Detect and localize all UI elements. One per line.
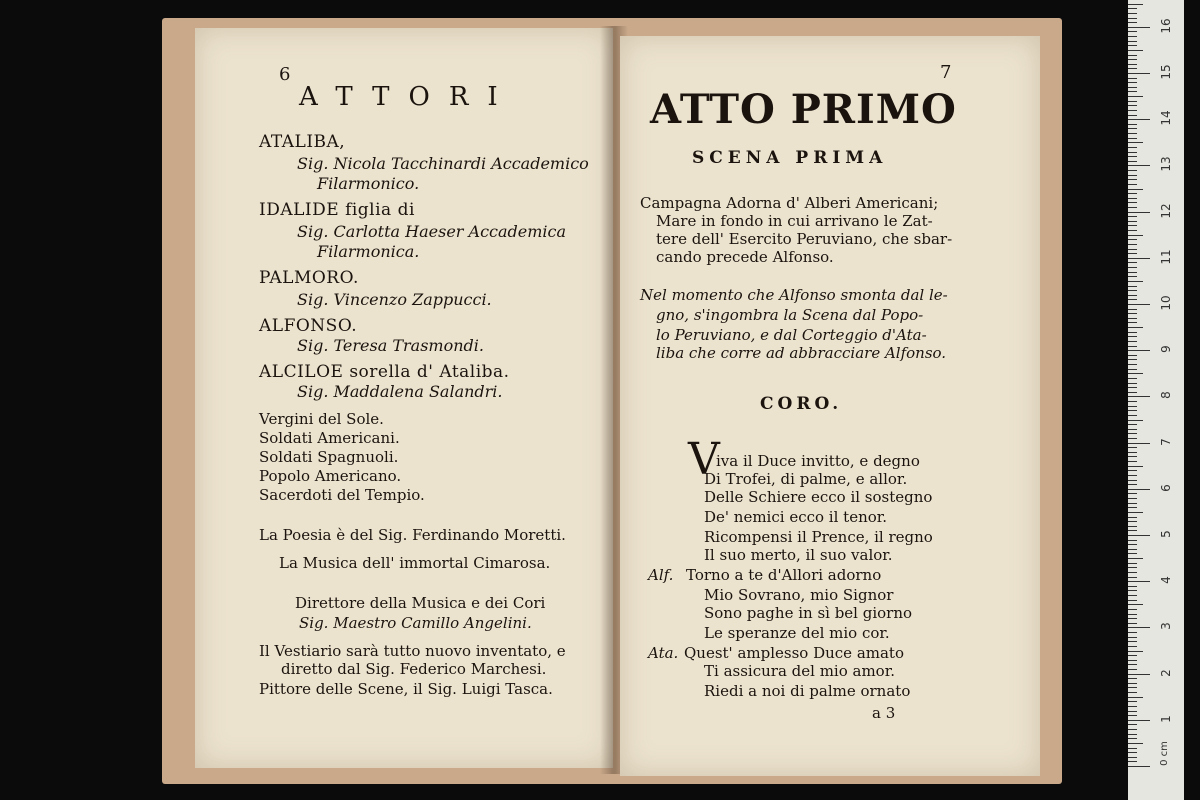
ruler-tick (1128, 165, 1150, 166)
ruler-tick (1128, 119, 1150, 120)
ruler-tick (1128, 738, 1137, 739)
ruler-tick (1128, 45, 1137, 46)
ruler-tick (1128, 189, 1143, 190)
ruler-tick (1128, 369, 1137, 370)
ruler-tick (1128, 78, 1137, 79)
ruler-tick (1128, 341, 1137, 342)
ruler-tick (1128, 604, 1143, 605)
ruler-tick (1128, 387, 1137, 388)
ruler-tick (1128, 4, 1143, 5)
cast-role: ALCILOE sorella d' Ataliba. (259, 362, 510, 382)
ruler-tick (1128, 452, 1137, 453)
ruler-tick (1128, 461, 1137, 462)
ruler-tick (1128, 249, 1137, 250)
ruler-tick (1128, 198, 1137, 199)
ruler-tick (1128, 193, 1137, 194)
ruler-tick (1128, 609, 1137, 610)
ruler-tick (1128, 715, 1137, 716)
ruler-tick (1128, 433, 1137, 434)
verse-line: Riedi a noi di palme ornato (704, 682, 911, 700)
ruler-tick (1128, 752, 1137, 753)
ruler-tick (1128, 706, 1137, 707)
ruler-tick (1128, 378, 1137, 379)
ruler-tick (1128, 13, 1137, 14)
ruler-tick (1128, 142, 1143, 143)
ruler-tick (1128, 73, 1150, 74)
ruler-tick (1128, 110, 1137, 111)
ruler-tick (1128, 456, 1137, 457)
ruler-tick (1128, 600, 1137, 601)
ruler-tick (1128, 655, 1137, 656)
credit-line: Il Vestiario sarà tutto nuovo inventato, e (259, 642, 566, 660)
ruler-tick (1128, 8, 1137, 9)
ruler-number: 4 (1159, 576, 1173, 585)
stage-direction-line: Nel momento che Alfonso smonta dal le- (640, 286, 948, 304)
ruler-tick (1128, 392, 1137, 393)
ruler-tick (1128, 156, 1137, 157)
ruler-tick (1128, 22, 1137, 23)
ruler-tick (1128, 359, 1137, 360)
ruler-tick (1128, 766, 1150, 767)
credit-line: Direttore della Musica e dei Cori (295, 594, 546, 612)
ruler-tick (1128, 262, 1137, 263)
ruler-tick (1128, 50, 1143, 51)
ruler-tick (1128, 480, 1137, 481)
ruler-number: 12 (1159, 202, 1173, 219)
ruler-tick (1128, 281, 1143, 282)
extra-role: Vergini del Sole. (259, 410, 384, 428)
ruler-tick (1128, 332, 1137, 333)
ruler-tick (1128, 313, 1137, 314)
ruler-number: 5 (1159, 530, 1173, 538)
ruler-tick (1128, 701, 1137, 702)
ruler-number: 1 (1159, 714, 1173, 723)
verse-line: Quest' amplesso Duce amato (684, 644, 904, 662)
ruler-tick (1128, 115, 1137, 116)
ruler-tick (1128, 105, 1137, 106)
credit-line: Sig. Maestro Camillo Angelini. (299, 614, 532, 632)
ruler-tick (1128, 276, 1137, 277)
stage-direction-line: liba che corre ad abbracciare Alfonso. (656, 344, 947, 362)
ruler-tick (1128, 641, 1137, 642)
verse-line: Torno a te d'Allori adorno (686, 566, 882, 584)
ruler-tick (1128, 91, 1137, 92)
ruler-tick (1128, 152, 1137, 153)
ruler-tick (1128, 355, 1137, 356)
ruler-number: 9 (1159, 345, 1173, 354)
ruler-tick (1128, 41, 1137, 42)
ruler-tick (1128, 202, 1137, 203)
ruler-tick (1128, 669, 1137, 670)
ruler-tick (1128, 401, 1137, 402)
cast-singer: Filarmonica. (317, 242, 420, 261)
ruler-tick (1128, 346, 1137, 347)
ruler-tick (1128, 674, 1150, 675)
ruler-tick (1128, 632, 1137, 633)
ruler-tick (1128, 87, 1137, 88)
ruler-tick (1128, 697, 1143, 698)
page-number: 6 (279, 64, 291, 85)
ruler-tick (1128, 558, 1143, 559)
ruler-tick (1128, 614, 1137, 615)
ruler-tick (1128, 133, 1137, 134)
ruler-tick (1128, 535, 1150, 536)
ruler-tick (1128, 420, 1143, 421)
ruler-tick (1128, 170, 1137, 171)
cast-singer: Sig. Vincenzo Zappucci. (297, 290, 492, 309)
cast-role: ATALIBA, (259, 132, 346, 152)
setting-line: tere dell' Esercito Peruviano, che sbar- (656, 230, 953, 248)
ruler-tick (1128, 318, 1137, 319)
ruler-tick (1128, 618, 1137, 619)
ruler-tick (1128, 729, 1137, 730)
ruler-tick (1128, 503, 1137, 504)
ruler-tick (1128, 295, 1137, 296)
verse-line: Ricompensi il Prence, il regno (704, 528, 933, 546)
extra-role: Popolo Americano. (259, 467, 402, 485)
ruler-tick (1128, 466, 1143, 467)
ruler-tick (1128, 147, 1137, 148)
ruler-number: 15 (1159, 64, 1173, 80)
ruler-tick (1128, 595, 1137, 596)
ruler-tick (1128, 336, 1137, 337)
ruler-number: 7 (1159, 437, 1173, 446)
page-number: 7 (940, 62, 952, 83)
ruler-tick (1128, 350, 1150, 351)
extra-role: Soldati Americani. (259, 429, 400, 447)
ruler-tick (1128, 396, 1150, 397)
ruler-tick (1128, 59, 1137, 60)
ruler-tick (1128, 244, 1137, 245)
ruler-tick (1128, 221, 1137, 222)
ruler-tick (1128, 623, 1137, 624)
ruler-tick (1128, 31, 1137, 32)
ruler-tick (1128, 646, 1137, 647)
ruler-tick (1128, 175, 1137, 176)
ruler-tick (1128, 683, 1137, 684)
verse-line: Ti assicura del mio amor. (704, 662, 896, 680)
ruler-unit-label: 0 cm (1158, 741, 1170, 766)
left-page (195, 28, 613, 768)
ruler-tick (1128, 64, 1137, 65)
ruler-tick (1128, 415, 1137, 416)
ruler-tick (1128, 637, 1137, 638)
ruler-tick (1128, 253, 1137, 254)
ruler-number: 3 (1159, 622, 1173, 631)
chorus-heading: CORO. (760, 394, 843, 414)
ruler-tick (1128, 711, 1137, 712)
verse-line: Mio Sovrano, mio Signor (704, 586, 894, 604)
ruler-tick (1128, 720, 1150, 721)
ruler-tick (1128, 563, 1137, 564)
ruler-tick (1128, 96, 1143, 97)
ruler-tick (1128, 410, 1137, 411)
ruler-number: 6 (1159, 483, 1173, 492)
ruler-number: 8 (1159, 391, 1173, 400)
ruler-number: 11 (1159, 249, 1173, 265)
cast-role: ALFONSO. (259, 316, 358, 336)
ruler-tick (1128, 512, 1143, 513)
ruler-tick (1128, 526, 1137, 527)
verse-line: Il suo merto, il suo valor. (704, 546, 893, 564)
ruler-tick (1128, 267, 1137, 268)
ruler-tick (1128, 664, 1137, 665)
ruler-tick (1128, 553, 1137, 554)
ruler-number: 10 (1159, 295, 1173, 311)
ruler-tick (1128, 438, 1137, 439)
ruler-tick (1128, 521, 1137, 522)
ruler-tick (1128, 470, 1137, 471)
ruler-tick (1128, 572, 1137, 573)
ruler-tick (1128, 484, 1137, 485)
ruler-tick (1128, 27, 1150, 28)
speaker-label: Ata. (648, 644, 679, 662)
ruler-number: 2 (1159, 668, 1173, 677)
credit-line: La Poesia è del Sig. Ferdinando Moretti. (259, 526, 566, 544)
ruler-tick (1128, 82, 1137, 83)
ruler-tick (1128, 493, 1137, 494)
verse-line: Sono paghe in sì bel giorno (704, 604, 913, 622)
credit-line: diretto dal Sig. Federico Marchesi. (281, 660, 547, 678)
ruler-tick (1128, 309, 1137, 310)
ruler-tick (1128, 68, 1137, 69)
extra-role: Sacerdoti del Tempio. (259, 486, 425, 504)
speaker-label: Alf. (648, 566, 674, 584)
ruler-tick (1128, 498, 1137, 499)
verse-line: Delle Schiere ecco il sostegno (704, 488, 933, 506)
ruler-tick (1128, 530, 1137, 531)
ruler-tick (1128, 761, 1137, 762)
cast-singer: Sig. Carlotta Haeser Accademica (297, 222, 567, 241)
ruler-tick (1128, 101, 1137, 102)
credit-line: La Musica dell' immortal Cimarosa. (279, 554, 551, 572)
ruler-tick (1128, 443, 1150, 444)
act-title: ATTO PRIMO (650, 86, 957, 133)
ruler-tick (1128, 36, 1137, 37)
stage-direction-line: lo Peruviano, e dal Corteggio d'Ata- (656, 326, 927, 344)
ruler-tick (1128, 507, 1137, 508)
verse-line: iva il Duce invitto, e degno (716, 452, 920, 470)
ruler-tick (1128, 258, 1150, 259)
ruler-tick (1128, 424, 1137, 425)
cast-role: IDALIDE figlia di (259, 200, 415, 220)
ruler-tick (1128, 577, 1137, 578)
ruler-tick (1128, 489, 1150, 490)
ruler-tick (1128, 18, 1137, 19)
signature-mark: a 3 (872, 704, 896, 722)
ruler-tick (1128, 272, 1137, 273)
ruler-tick (1128, 627, 1150, 628)
cast-singer: Sig. Maddalena Salandri. (297, 382, 503, 401)
cast-heading: ATTORI (299, 82, 517, 112)
ruler-tick (1128, 748, 1137, 749)
ruler-tick (1128, 544, 1137, 545)
ruler-tick (1128, 55, 1137, 56)
ruler-tick (1128, 586, 1137, 587)
cast-singer: Filarmonico. (317, 174, 420, 193)
ruler-tick (1128, 128, 1137, 129)
cast-singer: Sig. Nicola Tacchinardi Accademico (297, 154, 589, 173)
setting-line: cando precede Alfonso. (656, 248, 834, 266)
verse-line: Di Trofei, di palme, e allor. (704, 470, 908, 488)
ruler-tick (1128, 364, 1137, 365)
ruler-tick (1128, 475, 1137, 476)
credit-line: Pittore delle Scene, il Sig. Luigi Tasca. (259, 680, 553, 698)
ruler-tick (1128, 230, 1137, 231)
ruler-number: 14 (1159, 110, 1173, 126)
ruler-tick (1128, 138, 1137, 139)
ruler-tick (1128, 216, 1137, 217)
ruler-tick (1128, 724, 1137, 725)
cast-singer: Sig. Teresa Trasmondi. (297, 336, 484, 355)
ruler-tick (1128, 184, 1137, 185)
ruler-tick (1128, 286, 1137, 287)
ruler-tick (1128, 692, 1137, 693)
stage-direction-line: gno, s'ingombra la Scena dal Popo- (656, 306, 924, 324)
ruler-tick (1128, 590, 1137, 591)
ruler-tick (1128, 757, 1137, 758)
measurement-ruler (1128, 0, 1184, 800)
right-page (620, 36, 1040, 776)
ruler-number: 13 (1159, 156, 1173, 173)
ruler-tick (1128, 549, 1137, 550)
setting-line: Mare in fondo in cui arrivano le Zat- (656, 212, 933, 230)
ruler-tick (1128, 429, 1137, 430)
ruler-tick (1128, 447, 1137, 448)
ruler-tick (1128, 734, 1137, 735)
ruler-tick (1128, 225, 1137, 226)
ruler-tick (1128, 212, 1150, 213)
ruler-tick (1128, 304, 1150, 305)
ruler-tick (1128, 406, 1137, 407)
verse-line: Le speranze del mio cor. (704, 624, 890, 642)
ruler-tick (1128, 373, 1143, 374)
ruler-tick (1128, 517, 1137, 518)
ruler-tick (1128, 383, 1137, 384)
ruler-tick (1128, 124, 1137, 125)
cast-role: PALMORO. (259, 268, 359, 288)
ruler-tick (1128, 660, 1137, 661)
ruler-tick (1128, 327, 1143, 328)
ruler-tick (1128, 651, 1143, 652)
setting-line: Campagna Adorna d' Alberi Americani; (640, 194, 939, 212)
ruler-number: 16 (1159, 18, 1173, 34)
extra-role: Soldati Spagnuoli. (259, 448, 399, 466)
ruler-tick (1128, 161, 1137, 162)
ruler-tick (1128, 179, 1137, 180)
ruler-tick (1128, 743, 1143, 744)
ruler-tick (1128, 235, 1143, 236)
ruler-tick (1128, 290, 1137, 291)
ruler-tick (1128, 567, 1137, 568)
ruler-tick (1128, 687, 1137, 688)
ruler-tick (1128, 299, 1137, 300)
ruler-tick (1128, 207, 1137, 208)
ruler-tick (1128, 678, 1137, 679)
scene-title: SCENA PRIMA (692, 148, 888, 168)
verse-line: De' nemici ecco il tenor. (704, 508, 888, 526)
ruler-tick (1128, 239, 1137, 240)
ruler-tick (1128, 581, 1150, 582)
drop-cap: V (688, 434, 720, 485)
ruler-tick (1128, 540, 1137, 541)
ruler-tick (1128, 322, 1137, 323)
